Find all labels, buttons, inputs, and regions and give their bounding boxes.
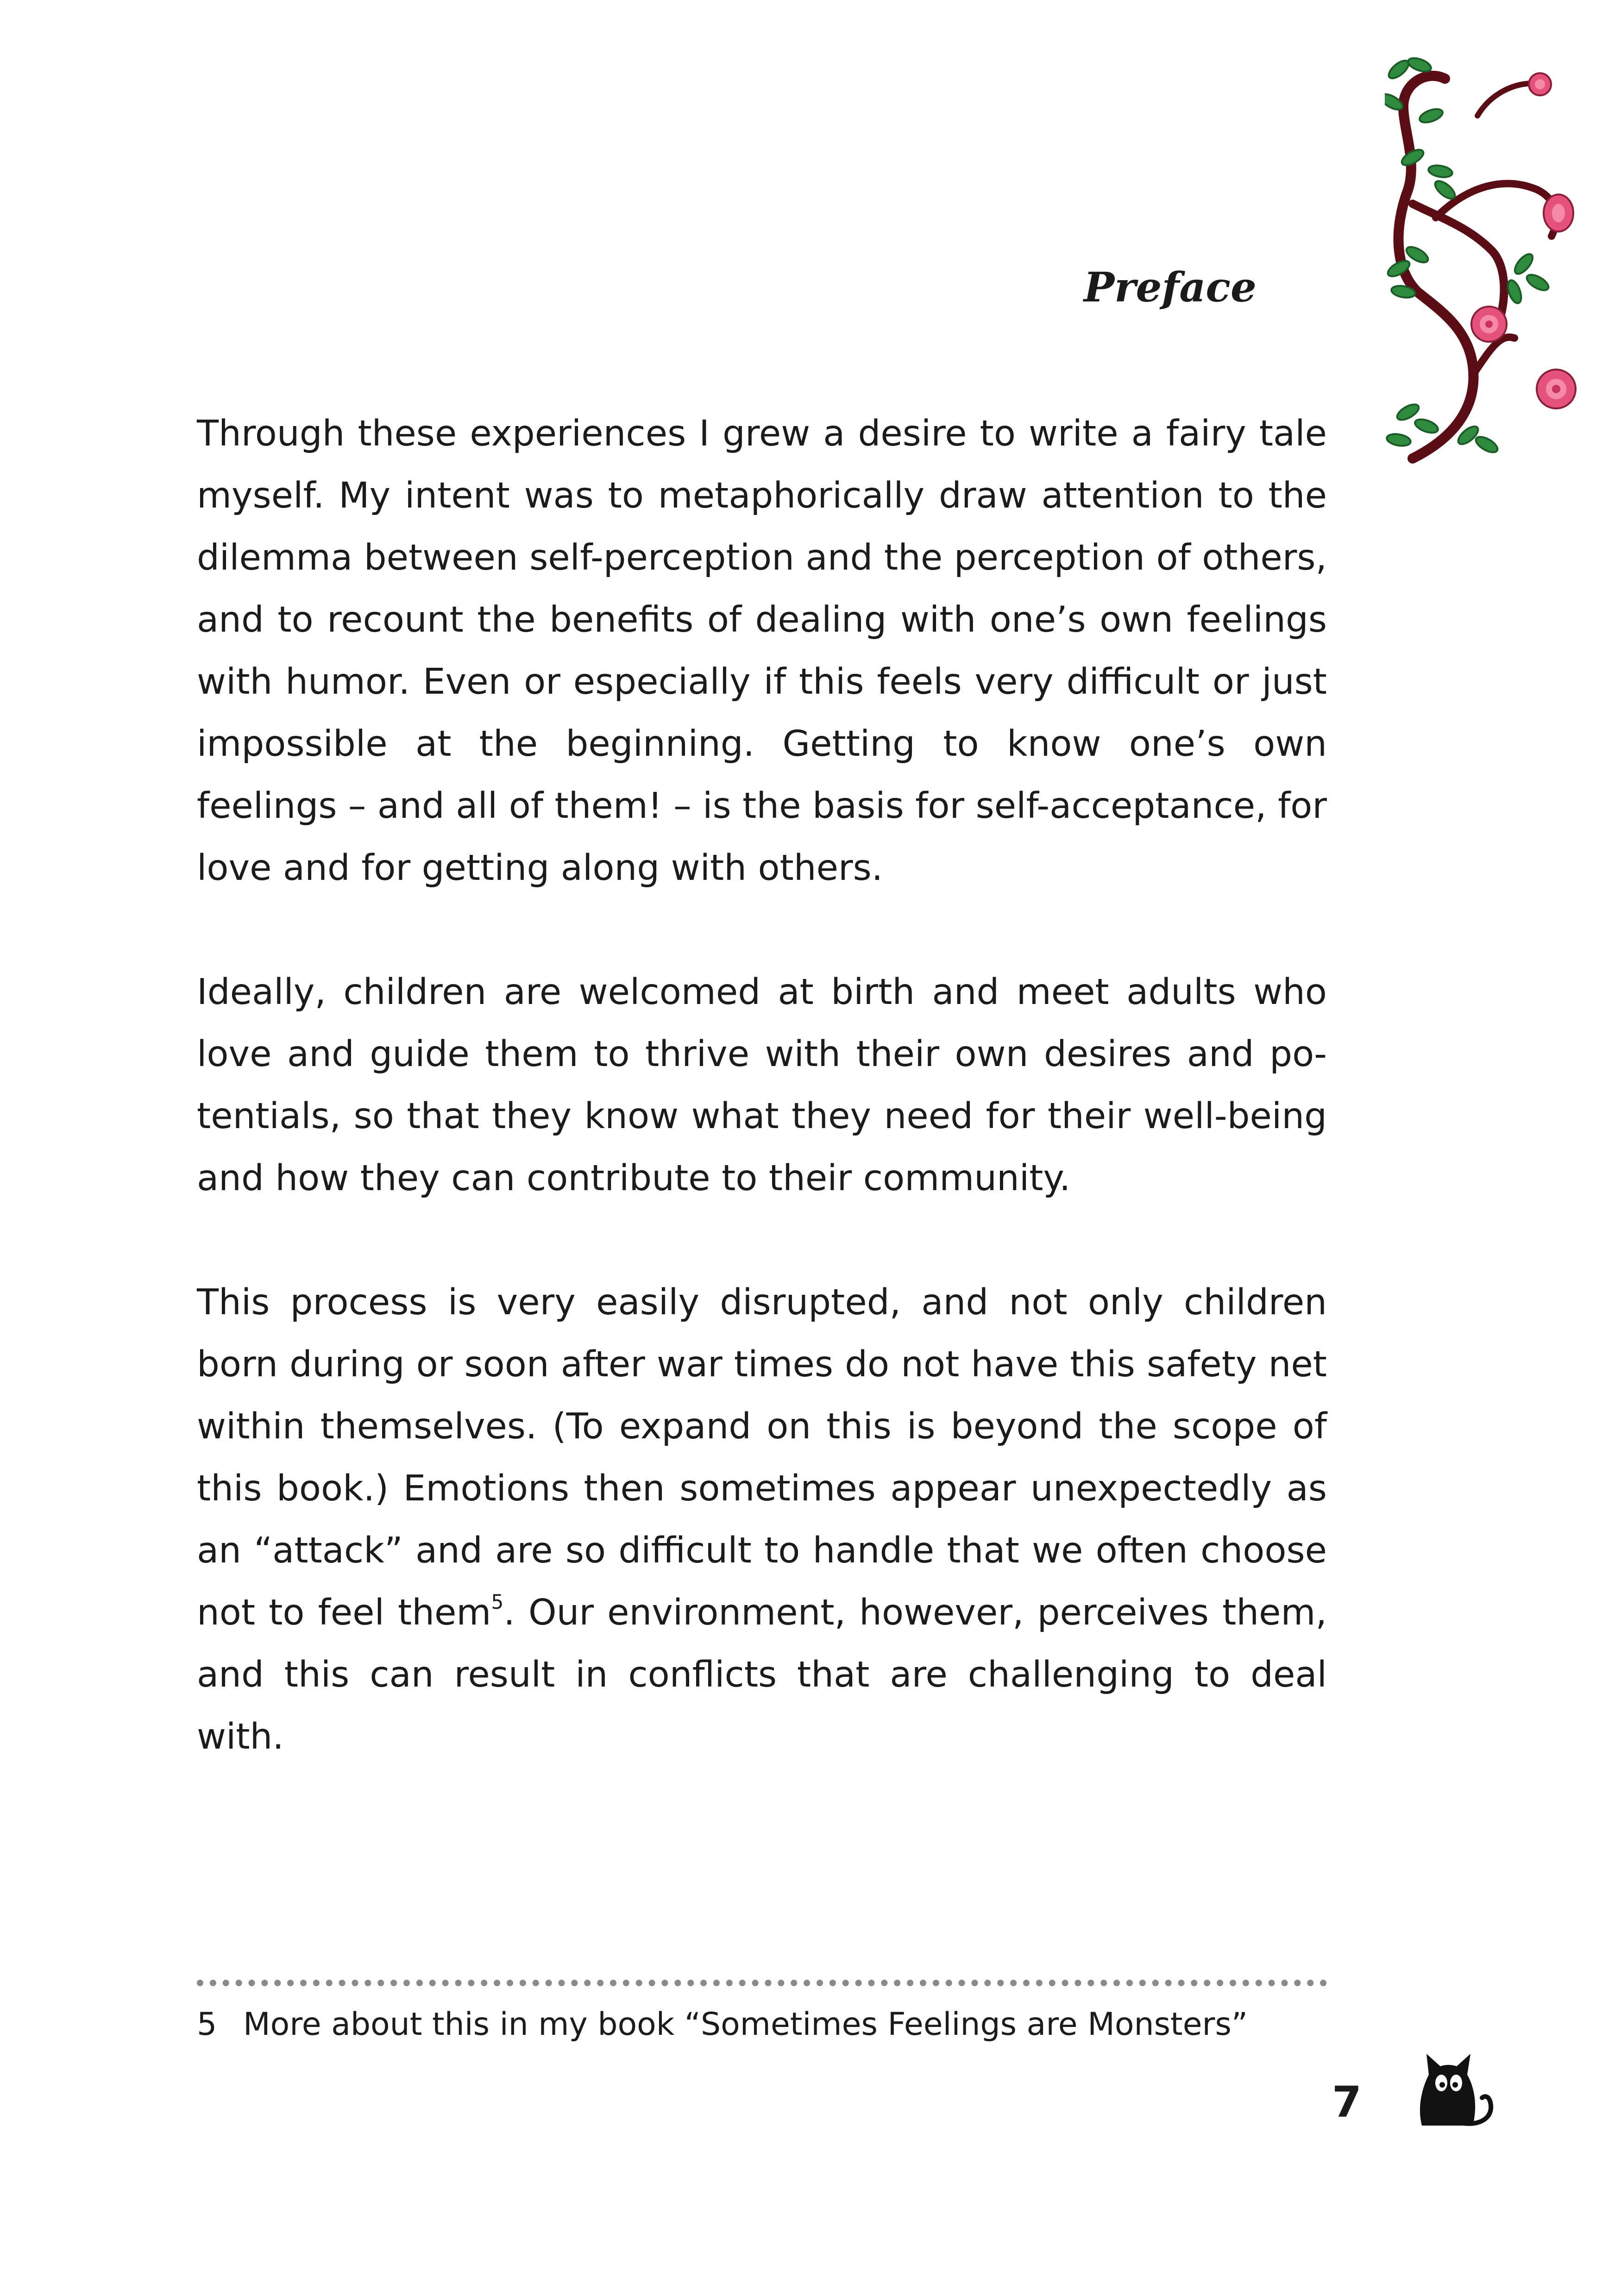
- paragraph-text: Through these experiences I grew a desire to write a fairy tale myself. My intent was to metaphorically draw attention to the dilemma between self-perception and the perception of others, and to recount the benefits of dealing with one’s own feelings with humor. Even or especially if this feels very difficult or just impossible at the beginning. Getting to know one’s own feelings – and all of them! – is the basis for self-acceptance, for love and for getting along with others.: [197, 413, 1327, 889]
- page-number: 7: [1332, 2077, 1362, 2127]
- paragraph-text: . Our environment, however, perceives them, and this can result in conflicts that are challenging to deal with.: [197, 1592, 1327, 1757]
- footnote-reference[interactable]: 5: [491, 1591, 504, 1614]
- rose-vine-icon: [1385, 51, 1598, 477]
- paragraph-text: Ideally, children are welcomed at birth and meet adults who love and guide them to thrive with their own desires and potentials, so that they know what they need for their well-being and how they can contribute to their community.: [197, 972, 1327, 1199]
- footnote-divider: [197, 1980, 1327, 1986]
- footnote: [197, 2001, 1327, 2048]
- paragraph: [197, 1272, 1327, 1768]
- body-text: [197, 403, 1327, 1768]
- black-cat-icon: [1408, 2047, 1501, 2135]
- paragraph: [197, 961, 1327, 1210]
- paragraph: [197, 403, 1327, 899]
- footnote-number: 5: [197, 2006, 217, 2043]
- paragraph-text: This process is very easily disrupted, and not only children born during or soon after war times do not have this safety net within themselves. (To expand on this is beyond the scope of this book.) Emotions then sometimes appear unexpectedly as an “attack” and are so difficult to handle that we often choose not to feel them: [197, 1282, 1327, 1633]
- footnote-text: More about this in my book “Sometimes Feelings are Monsters”: [243, 2006, 1248, 2043]
- page-title: Preface: [1084, 263, 1257, 311]
